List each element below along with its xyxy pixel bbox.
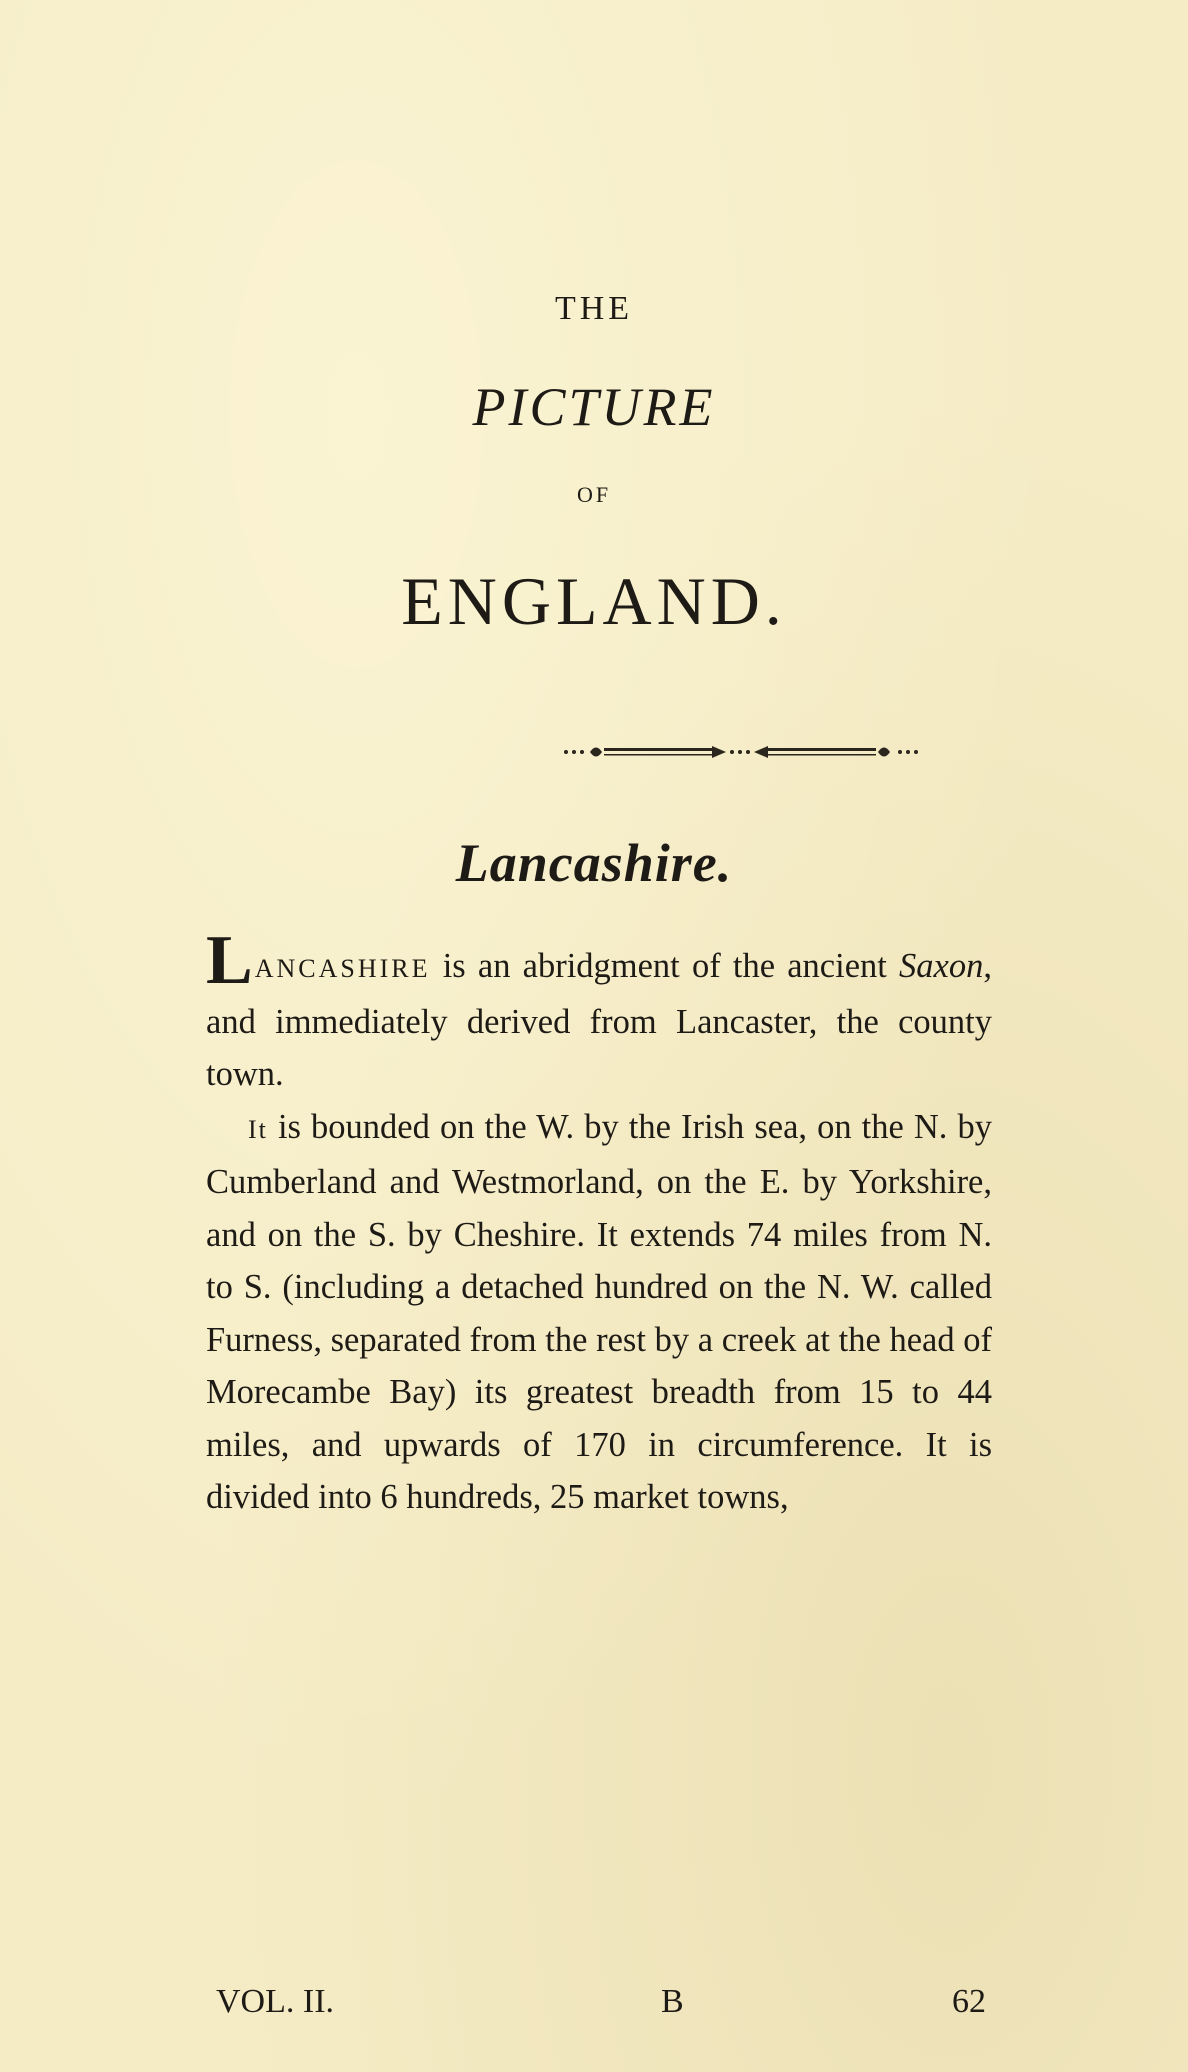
volume-label: VOL. II. [216,1983,335,2020]
paragraph-2-lead: It [248,1114,268,1144]
title-england: ENGLAND. [401,563,787,639]
paragraph-1-text-a: is an abridgment of the ancient [430,947,900,985]
body-text [206,922,992,1524]
title-picture: PICTURE [472,377,716,437]
title-of: OF [576,482,612,507]
decorative-rule-ornament [560,735,940,769]
catchword: 62 [952,1983,986,2020]
paragraph-2 [206,1101,992,1524]
county-heading: Lancashire. [455,833,733,893]
title-the: THE [554,290,634,327]
paragraph-2-text: is bounded on the W. by the Irish sea, on the N. by Cumberland and Westmorland, on the E. by Yorkshire, and on the S. by Cheshire. It extends 74 miles from N. to S. (including a detached hundred on the N. W. called Furness, separated from the rest by a creek at the head of Morecambe Bay) its greatest breadth from 15 to 44 miles, and upwards of 170 in circumference. It is divided into 6 hundreds, 25 market towns, [206,1107,992,1516]
signature-mark: B [661,1983,684,2020]
page-footer [216,1983,986,2033]
drop-cap: L [206,922,253,999]
paragraph-1-text-b: , and immediately derived from Lancaster, the county town. [206,947,992,1093]
lead-word-smallcaps: ANCASHIRE [254,954,431,983]
paragraph-1 [206,922,992,1101]
paragraph-1-italic: Saxon [899,947,984,985]
